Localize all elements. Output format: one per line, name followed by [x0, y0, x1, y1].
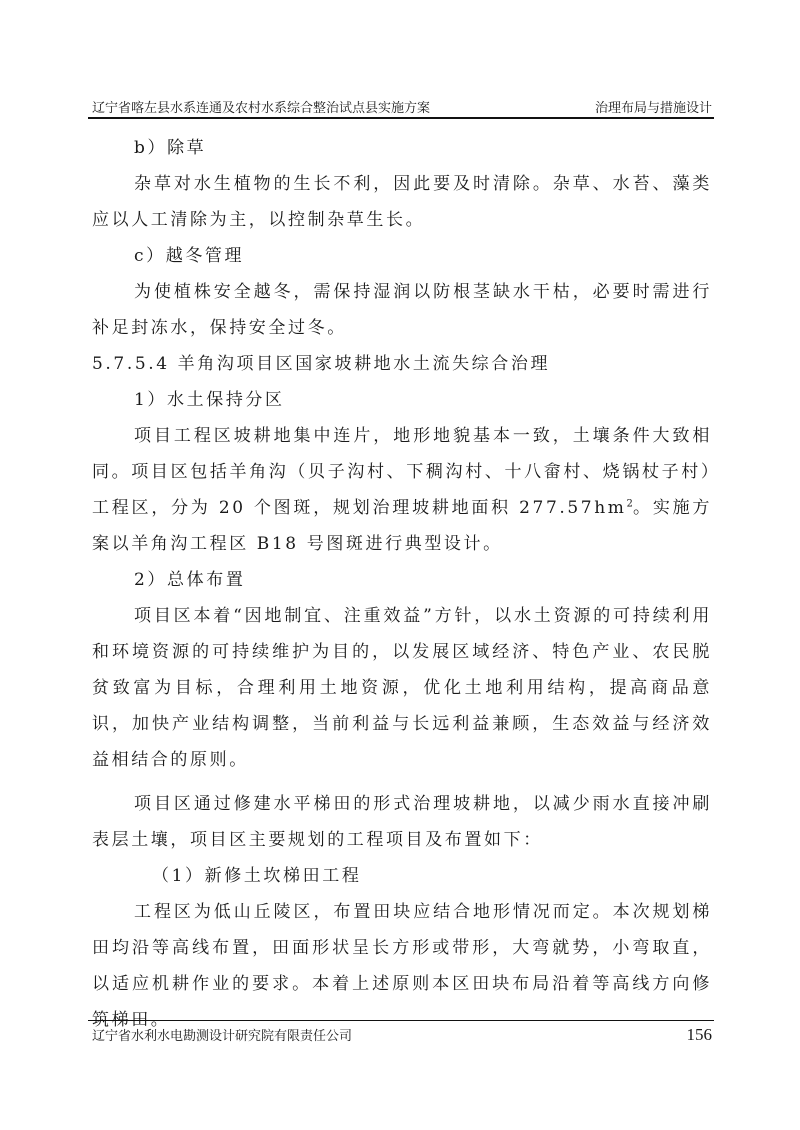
- header-document-title: 辽宁省喀左县水系连通及农村水系综合整治试点县实施方案: [92, 101, 431, 116]
- paragraph-overall-layout-projects: 项目区通过修建水平梯田的形式治理坡耕地，以减少雨水直接冲刷表层土壤，项目区主要规划的工程项目及布置如下：: [92, 794, 712, 850]
- section-heading-5-7-5-4: 5.7.5.4 羊角沟项目区国家坡耕地水土流失综合治理: [92, 354, 551, 374]
- paragraph-weeding: 杂草对水生植物的生长不利，因此要及时清除。杂草、水苔、藻类应以人工清除为主，以控制杂草生长。: [92, 174, 712, 230]
- page-body: [92, 130, 712, 1038]
- page-number: 156: [686, 1025, 712, 1044]
- page-header: [92, 94, 712, 116]
- heading-soil-conservation-zoning: 1）水土保持分区: [134, 390, 285, 410]
- header-rule: [88, 117, 714, 119]
- paragraph-soil-conservation-zoning: [92, 418, 712, 562]
- paragraph-overall-layout-principles: 项目区本着“因地制宜、注重效益”方针，以水土资源的可持续利用和环境资源的可持续维护为目的，以发展区域经济、特色产业、农民脱贫致富为目标，合理利用土地资源，优化土地利用结构，提高商品意识，加快产业结构调整，当前利益与长远利益兼顾，生态效益与经济效益相结合的原则。: [92, 606, 712, 770]
- paragraph-winter-management: 为使植株安全越冬，需保持湿润以防根茎缺水干枯，必要时需进行补足封冻水，保持安全过冬。: [92, 282, 712, 338]
- heading-b-weeding: b）除草: [134, 138, 207, 158]
- paragraph-terrace-project: 工程区为低山丘陵区，布置田块应结合地形情况而定。本次规划梯田均沿等高线布置，田面形状呈长方形或带形，大弯就势，小弯取直，以适应机耕作业的要求。本着上述原则本区田块布局沿着等高线方向修筑梯田。: [92, 902, 712, 1030]
- zoning-text-part-1: 项目工程区坡耕地集中连片，地形地貌基本一致，土壤条件大致相同。项目区包括羊角沟（贝子沟村、下稠沟村、十八畲村、烧锅杖子村）工程区，分为 20 个图斑，规划治理坡耕地面积 277.57hm: [92, 426, 712, 518]
- heading-terrace-project: （1）新修土坎梯田工程: [152, 866, 362, 886]
- page-footer: [92, 1025, 712, 1045]
- footer-organization: 辽宁省水利水电勘测设计研究院有限责任公司: [92, 1029, 353, 1044]
- heading-overall-layout: 2）总体布置: [134, 570, 246, 590]
- footer-rule: [88, 1020, 714, 1021]
- zoning-text-part-2: 。实施方案以羊角沟工程区 B18 号图斑进行典型设计。: [92, 498, 712, 554]
- heading-c-winter-management: c）越冬管理: [134, 246, 245, 266]
- area-unit-superscript: 2: [626, 498, 633, 510]
- header-chapter-title: 治理布局与措施设计: [594, 101, 712, 116]
